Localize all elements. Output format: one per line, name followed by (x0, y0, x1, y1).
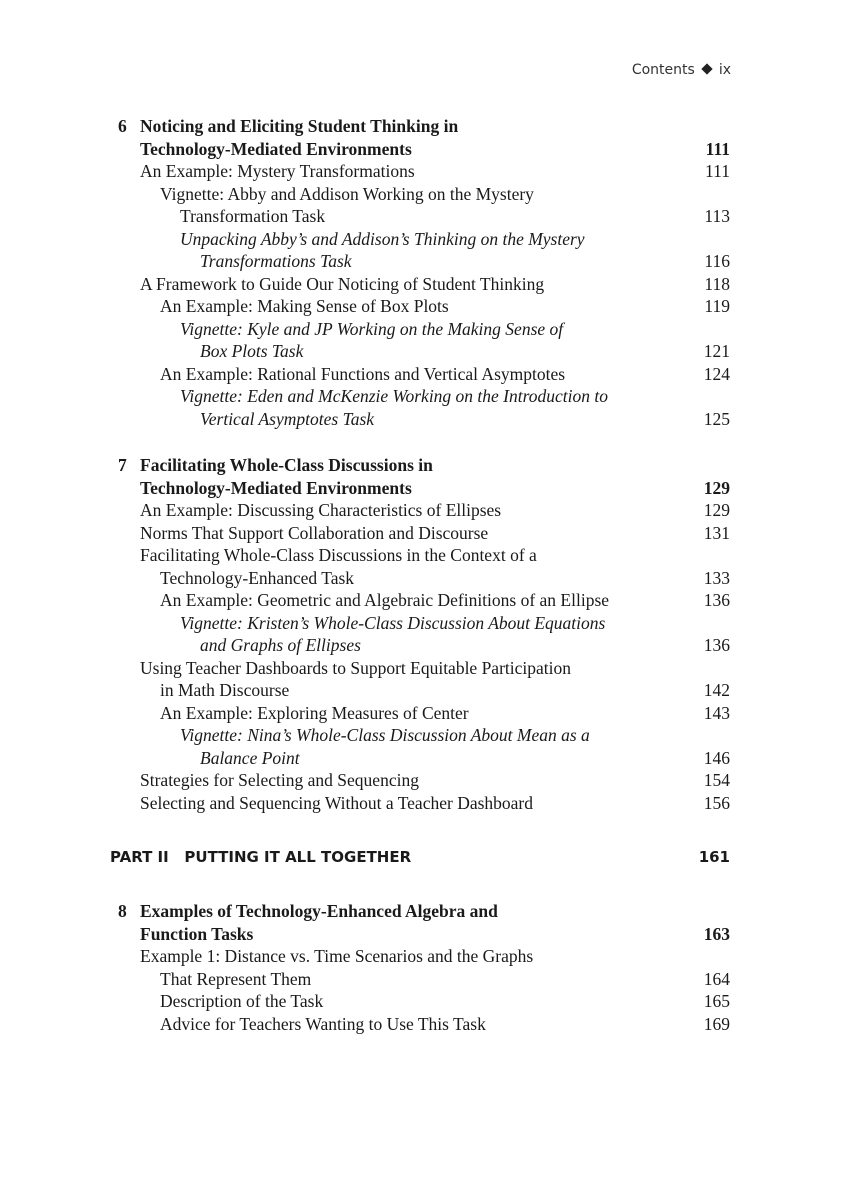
toc-entry (110, 499, 730, 522)
toc-entry (110, 183, 730, 206)
toc-entry (110, 295, 730, 318)
entry-text: Advice for Teachers Wanting to Use This Task (160, 1013, 486, 1034)
page-number: 118 (704, 273, 730, 294)
toc-entry (110, 160, 730, 183)
entry-text: Vertical Asymptotes Task (200, 408, 375, 429)
chapter-6-title-line1 (110, 115, 730, 138)
page-number: 111 (705, 161, 730, 181)
entry-text: in Math Discourse (160, 680, 290, 700)
page-number: 111 (705, 138, 730, 159)
toc-entry (110, 273, 730, 296)
entry-text: That Represent Them (160, 968, 312, 989)
toc-entry (110, 990, 730, 1013)
toc-entry-continuation (110, 340, 730, 363)
page-number: 129 (703, 477, 730, 498)
spacer (110, 868, 730, 900)
toc-entry (110, 363, 730, 386)
toc-entry (110, 544, 730, 567)
entry-text: Norms That Support Collaboration and Discourse (140, 522, 489, 543)
chapter-7-title-line2 (110, 477, 730, 500)
entry-text: and Graphs of Ellipses (200, 635, 361, 655)
page-number: 142 (703, 680, 730, 700)
entry-text: Using Teacher Dashboards to Support Equitable Participation (140, 657, 571, 678)
toc-entry-continuation (110, 679, 730, 702)
page-number: 161 (698, 848, 730, 866)
header-section: Contents (631, 62, 695, 78)
running-header (632, 62, 731, 78)
entry-text: Unpacking Abby’s and Addison’s Thinking on the Mystery (180, 228, 585, 249)
toc-entry (110, 589, 730, 612)
chapter-7-title-line1 (110, 454, 730, 477)
chapter-8-title-line2 (110, 923, 730, 946)
entry-text: Facilitating Whole-Class Discussions in the Context of a (140, 545, 537, 565)
page-number: 133 (703, 567, 730, 588)
entry-text: Balance Point (200, 747, 300, 768)
entry-text: Vignette: Kyle and JP Working on the Making Sense of (180, 318, 564, 339)
entry-text: Transformation Task (180, 206, 326, 226)
toc-entry-continuation (110, 747, 730, 770)
entry-text: An Example: Mystery Transformations (140, 161, 415, 181)
entry-text: An Example: Geometric and Algebraic Definitions of an Ellipse (160, 590, 610, 610)
page-number: 125 (703, 408, 730, 429)
page-number: 113 (704, 206, 730, 226)
page-number: 154 (703, 770, 730, 790)
table-of-contents (110, 115, 730, 1035)
toc-entry (110, 945, 730, 968)
spacer (110, 430, 730, 454)
page-number: 165 (703, 991, 730, 1011)
page-number: 129 (703, 500, 730, 520)
entry-text: Strategies for Selecting and Sequencing (140, 770, 419, 790)
entry-text: A Framework to Guide Our Noticing of Student Thinking (140, 273, 545, 294)
toc-entry-continuation (110, 408, 730, 431)
toc-entry (110, 318, 730, 341)
entry-text: Example 1: Distance vs. Time Scenarios and the Graphs (140, 946, 534, 966)
header-page-number: ix (718, 62, 731, 78)
entry-text: Vignette: Eden and McKenzie Working on the Introduction to (180, 386, 609, 406)
spacer (110, 814, 730, 846)
page-number: 136 (703, 590, 730, 610)
toc-entry-continuation (110, 567, 730, 590)
entry-text: Vignette: Kristen’s Whole-Class Discussion About Equations (180, 612, 606, 633)
page-number: 116 (704, 251, 730, 271)
diamond-icon (701, 63, 712, 74)
entry-text: An Example: Rational Functions and Vertical Asymptotes (160, 363, 566, 384)
chapter-title: Technology-Mediated Environments (140, 138, 412, 159)
page-number: 121 (703, 341, 730, 361)
entry-text: Technology-Enhanced Task (160, 567, 355, 588)
part-label: PART II (110, 848, 169, 866)
toc-entry (110, 385, 730, 408)
toc-entry (110, 792, 730, 815)
entry-text: Box Plots Task (200, 341, 304, 361)
chapter-title: Examples of Technology-Enhanced Algebra and (140, 901, 498, 921)
page-number: 164 (703, 968, 730, 989)
toc-entry-continuation (110, 634, 730, 657)
toc-entry (110, 657, 730, 680)
page-number: 146 (703, 747, 730, 768)
part-heading (110, 846, 730, 868)
toc-entry-continuation (110, 968, 730, 991)
chapter-title: Facilitating Whole-Class Discussions in (140, 455, 433, 475)
part-title: PUTTING IT ALL TOGETHER (184, 848, 412, 866)
page-number: 143 (703, 702, 730, 723)
page-number: 163 (703, 923, 730, 944)
chapter-title: Function Tasks (140, 923, 254, 944)
entry-text: An Example: Discussing Characteristics of Ellipses (140, 500, 502, 520)
toc-entry (110, 769, 730, 792)
toc-entry-continuation (110, 250, 730, 273)
page-number: 156 (703, 792, 730, 813)
toc-entry-continuation (110, 205, 730, 228)
chapter-number: 6 (118, 116, 127, 136)
toc-entry (110, 228, 730, 251)
chapter-number: 7 (118, 455, 127, 475)
toc-entry (110, 724, 730, 747)
entry-text: Description of the Task (160, 991, 324, 1011)
toc-entry (110, 522, 730, 545)
chapter-number: 8 (118, 901, 127, 921)
page-number: 119 (704, 296, 730, 316)
chapter-6-title-line2 (110, 138, 730, 161)
page-number: 124 (703, 363, 730, 384)
toc-entry (110, 702, 730, 725)
chapter-8-title-line1 (110, 900, 730, 923)
entry-text: Transformations Task (200, 251, 352, 271)
chapter-title: Technology-Mediated Environments (140, 477, 412, 498)
entry-text: Selecting and Sequencing Without a Teacher Dashboard (140, 792, 533, 813)
page-number: 136 (703, 635, 730, 655)
entry-text: Vignette: Abby and Addison Working on the Mystery (160, 183, 534, 204)
page-number: 169 (703, 1013, 730, 1034)
page-number: 131 (703, 522, 730, 543)
entry-text: An Example: Making Sense of Box Plots (160, 296, 449, 316)
chapter-title: Noticing and Eliciting Student Thinking in (140, 116, 459, 136)
toc-entry (110, 612, 730, 635)
entry-text: An Example: Exploring Measures of Center (160, 702, 469, 723)
toc-entry (110, 1013, 730, 1036)
entry-text: Vignette: Nina’s Whole-Class Discussion About Mean as a (180, 725, 590, 745)
